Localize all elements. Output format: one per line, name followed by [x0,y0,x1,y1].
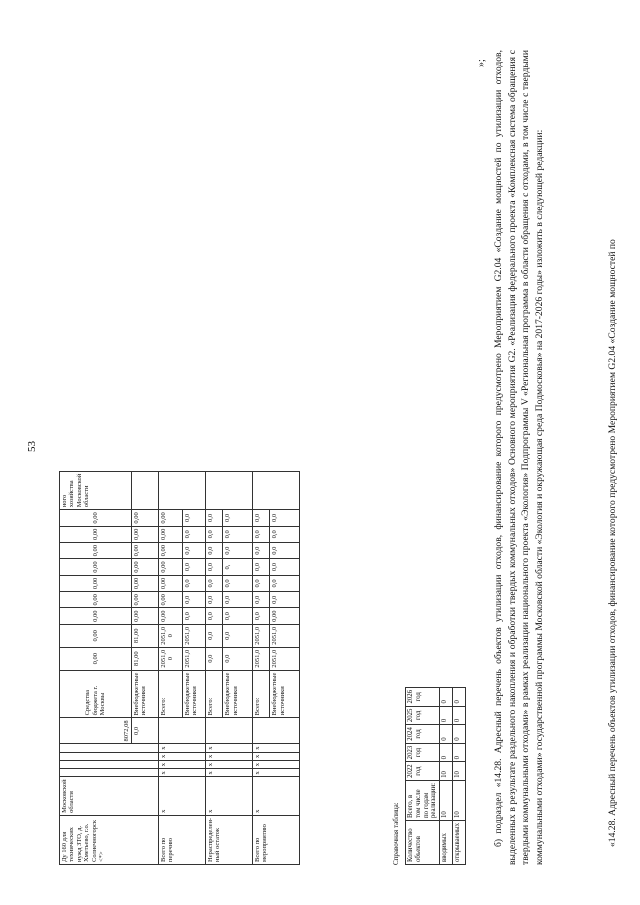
column-header: Всего, в том числе по годам реализации: [406,780,440,820]
value-cell: 0,0 [253,575,270,591]
empty-cell [253,471,300,509]
column-header: 2022 год [406,762,440,781]
source-cell: Всего: [206,670,223,718]
source-cell: Средства бюджета г. Москвы [60,670,132,718]
value-cell: 2051,0 0 [159,624,183,647]
x-cell: x [159,777,206,815]
table-cell: 0 [440,706,453,725]
x-cell: x [159,744,206,752]
table-row [440,687,453,864]
empty-cell [159,471,206,509]
value-cell: 2051,0 [253,647,270,670]
value-cell: 0,0 [223,575,253,591]
value-cell: 0,0 [223,647,253,670]
value-cell: 0,00 [60,559,132,575]
value-cell: 0,0 [206,647,223,670]
x-cell: x [206,769,253,777]
value-cell: 0,0 [206,624,223,647]
empty-cell [253,718,300,744]
column-header: 2025 год [406,706,440,725]
table-row [159,471,183,864]
value-cell: 0,00 [159,542,183,558]
total-value-cell: 0,00 [60,510,132,526]
empty-cell [159,718,206,744]
amount-cell: 8072,08 [60,718,132,744]
value-cell: 0,0 [182,575,206,591]
value-cell: 0,00 [159,592,183,608]
total-value-cell: 0,00 [159,510,183,526]
value-cell: 0,0 [223,608,253,624]
value-cell: 2051,0 [270,647,300,670]
x-cell: x [206,744,253,752]
empty-cell [206,471,253,509]
value-cell: 81,00 [132,647,159,670]
region-cell: Московской области [60,777,159,815]
x-cell: x [159,760,206,768]
value-cell: 0,0 [182,526,206,542]
amendment-paragraph: б) подраздел «14.28. Адресный перечень объектов утилизации отходов, финансирование которого предусмотрено Мероприятием G2.04 «Создание мощностей по утилизации отходов, выделенных в результате раздельного накопления и обработки твердых коммунальных отходов» Основного мероприятия G2. «Реализация федерального проекта «Комплексная система обращения с твердыми коммунальными отходами» в рамках реализации национального проекта «Экология» Подпрограммы V «Региональная программа в области обращения с отходами, в том числе с твердыми коммунальными отходами» государственной программы Московской области «Экология и окружающая среда Подмосковья» на 2017-2026 годы» изложить в следующей редакции: [493,50,545,865]
column-header: 2023 год [406,743,440,762]
value-cell: 0,00 [132,592,159,608]
closing-quote: »; [476,59,487,67]
total-value-cell: 0,00 [132,510,159,526]
object-name-cell: Ду 160 для технических нужд ЗТО, д. Хметьево, г.о. Солнечногорск <*> [60,815,159,864]
group-label-cell: Нераспределен-ный остаток [206,815,253,864]
total-value-cell: 0,0 [223,510,253,526]
x-cell: x [253,769,300,777]
table-cell: 10 [453,780,466,820]
value-cell: 0,00 [60,542,132,558]
column-header: 2024 год [406,725,440,744]
reference-table-caption: Справочная таблица: [392,802,400,865]
value-cell: 0,00 [60,624,132,647]
source-cell: Внебюджетные источники [223,670,253,718]
table-cell: 0 [440,743,453,762]
page-number: 53 [26,441,38,452]
total-value-cell: 0,0 [253,510,270,526]
x-cell: x [159,752,206,760]
value-cell: 0,0 [206,559,223,575]
x-cell: x [206,760,253,768]
value-cell: 81,00 [132,624,159,647]
value-cell: 0,0 [253,559,270,575]
table-cell: 10 [453,762,466,781]
value-cell: 0,0 [206,608,223,624]
column-header: 2026 год [406,687,440,706]
table-cell: 0 [440,687,453,706]
total-value-cell: 0,0 [206,510,223,526]
source-cell: Всего: [159,670,183,718]
x-cell: x [206,752,253,760]
value-cell: 0,0 [270,559,300,575]
source-cell: Всего: [253,670,270,718]
value-cell: 2051,0 [182,647,206,670]
table-cell: 0 [453,725,466,744]
table-cell: 0 [453,743,466,762]
value-cell: 0,00 [60,647,132,670]
value-cell: 0,0 [182,559,206,575]
value-cell: 0,0 [253,592,270,608]
value-cell: 0,00 [60,592,132,608]
x-cell: x [253,752,300,760]
value-cell: 0,00 [60,608,132,624]
table-cell: 10 [440,780,453,820]
value-cell: 0,00 [60,526,132,542]
value-cell: 0,00 [159,608,183,624]
value-cell: 0,00 [132,542,159,558]
source-cell: Внебюджетные источники [132,670,159,718]
value-cell: 0,00 [132,526,159,542]
value-cell: 0,0 [182,592,206,608]
value-cell: 0,0 [223,542,253,558]
value-cell: 0,00 [270,608,300,624]
value-cell: 0,00 [132,559,159,575]
table-row [453,687,466,864]
value-cell: 0,0 [182,542,206,558]
source-cell: Внебюджетные источники [182,670,206,718]
value-cell: 0, [223,559,253,575]
value-cell: 0,00 [159,575,183,591]
table-row [253,471,270,864]
value-cell: 0,0 [223,624,253,647]
x-cell: x [206,777,253,815]
value-cell: 0,0 [253,542,270,558]
empty-cell [206,718,253,744]
row-label: вводимых [440,821,453,865]
value-cell: 0,0 [182,608,206,624]
value-cell: 2051,0 [253,624,270,647]
x-cell: x [253,760,300,768]
value-cell: 0,0 [270,542,300,558]
value-cell: 0,0 [223,526,253,542]
table-row [60,471,132,864]
value-cell: 0,00 [159,526,183,542]
column-header: Количество объектов [406,821,440,865]
value-cell: 0,00 [132,575,159,591]
value-cell: 0,0 [270,526,300,542]
value-cell: 0,0 [206,526,223,542]
total-value-cell: 0,0 [182,510,206,526]
value-cell: 0,0 [206,592,223,608]
value-cell: 0,00 [60,575,132,591]
value-cell: 0,00 [159,559,183,575]
value-cell: 0,0 [270,592,300,608]
table-cell: 0 [453,687,466,706]
value-cell: 0,0 [206,542,223,558]
group-label-cell: Всего по перечню [159,815,206,864]
total-value-cell: 0,0 [270,510,300,526]
row-label: открываемых [453,821,466,865]
table-row [206,471,223,864]
section-heading-paragraph: «14.28. Адресный перечень объектов утилизации отходов, финансирование которого предусмотрено Мероприятием G2.04 «Создание мощностей по [607,239,618,847]
x-cell: x [253,744,300,752]
value-cell: 0,0 [253,608,270,624]
value-cell: 0,0 [206,575,223,591]
x-cell: x [159,769,206,777]
value-cell: 0,00 [132,608,159,624]
group-label-cell: Всего по мероприятию [253,815,300,864]
value-cell: 0,0 [253,526,270,542]
value-cell: 0,0 [223,592,253,608]
table-header-row [406,687,440,864]
source-cell: Внебюджетные источники [270,670,300,718]
value-cell: 2051,0 [182,624,206,647]
recipient-cell: ного хозяйства Московской области [60,471,132,509]
x-cell: x [253,777,300,815]
value-cell: 0,0 [270,575,300,591]
value-cell: 2051,0 [270,624,300,647]
value-cell: 2051,0 0 [159,647,183,670]
table-cell: 0 [440,725,453,744]
table-cell: 10 [440,762,453,781]
table-cell: 0 [453,706,466,725]
amount-cell: 0,0 [132,718,159,744]
